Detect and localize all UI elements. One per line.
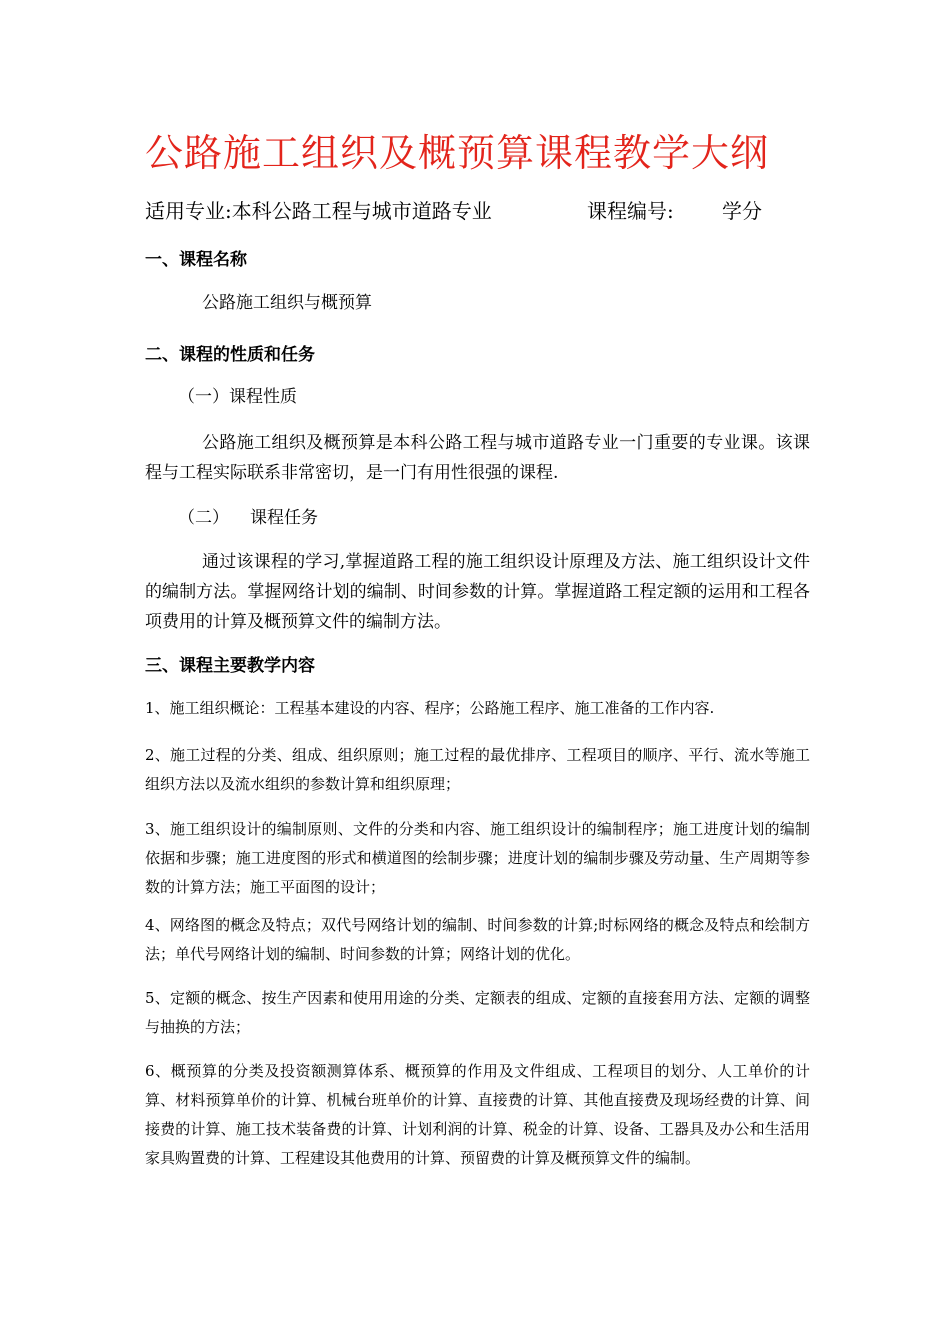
section-1-heading: 一、课程名称 [145, 250, 247, 270]
content-item-5: 5、定额的概念、按生产因素和使用用途的分类、定额表的组成、定额的直接套用方法、定额的调整与抽换的方法； [145, 989, 810, 1036]
course-name: 公路施工组织与概预算 [202, 293, 372, 313]
nature-paragraph: 公路施工组织及概预算是本科公路工程与城市道路专业一门重要的专业课。该课程与工程实际联系非常密切，是一门有用性很强的课程. [145, 433, 810, 483]
course-meta [145, 195, 825, 224]
content-item-4: 4、网络图的概念及特点；双代号网络计划的编制、时间参数的计算;时标网络的概念及特点和绘制方法；单代号网络计划的编制、时间参数的计算；网络计划的优化。 [145, 916, 810, 963]
content-item-1: 1、施工组织概论：工程基本建设的内容、程序；公路施工程序、施工准备的工作内容. [145, 699, 715, 717]
subsection-task-label: 课程任务 [250, 508, 318, 528]
credits-label: 学分 [722, 199, 762, 223]
subsection-task-number: （二） [178, 508, 229, 528]
document-title: 公路施工组织及概预算课程教学大纲 [145, 131, 770, 175]
task-paragraph: 通过该课程的学习,掌握道路工程的施工组织设计原理及方法、施工组织设计文件的编制方法。掌握网络计划的编制、时间参数的计算。掌握道路工程定额的运用和工程各项费用的计算及概预算文件的编制方法。 [145, 552, 810, 632]
content-item-6: 6、概预算的分类及投资额测算体系、概预算的作用及文件组成、工程项目的划分、人工单价的计算、材料预算单价的计算、机械台班单价的计算、直接费的计算、其他直接费及现场经费的计算、间接费的计算、施工技术装备费的计算、计划利润的计算、税金的计算、设备、工器具及办公和生活用家具购置费的计算、工程建设其他费用的计算、预留费的计算及概预算文件的编制。 [145, 1062, 810, 1167]
section-3-heading: 三、课程主要教学内容 [145, 656, 315, 676]
section-2-heading: 二、课程的性质和任务 [145, 345, 315, 365]
course-code-label: 课程编号: [587, 199, 674, 223]
content-item-3: 3、施工组织设计的编制原则、文件的分类和内容、施工组织设计的编制程序；施工进度计划的编制依据和步骤；施工进度图的形式和横道图的绘制步骤；进度计划的编制步骤及劳动量、生产周期等参数的计算方法；施工平面图的设计； [145, 820, 810, 896]
subsection-nature: （一）课程性质 [178, 387, 297, 407]
content-item-2: 2、施工过程的分类、组成、组织原则；施工过程的最优排序、工程项目的顺序、平行、流水等施工组织方法以及流水组织的参数计算和组织原理； [145, 746, 810, 793]
major-label: 适用专业:本科公路工程与城市道路专业 [145, 199, 492, 223]
